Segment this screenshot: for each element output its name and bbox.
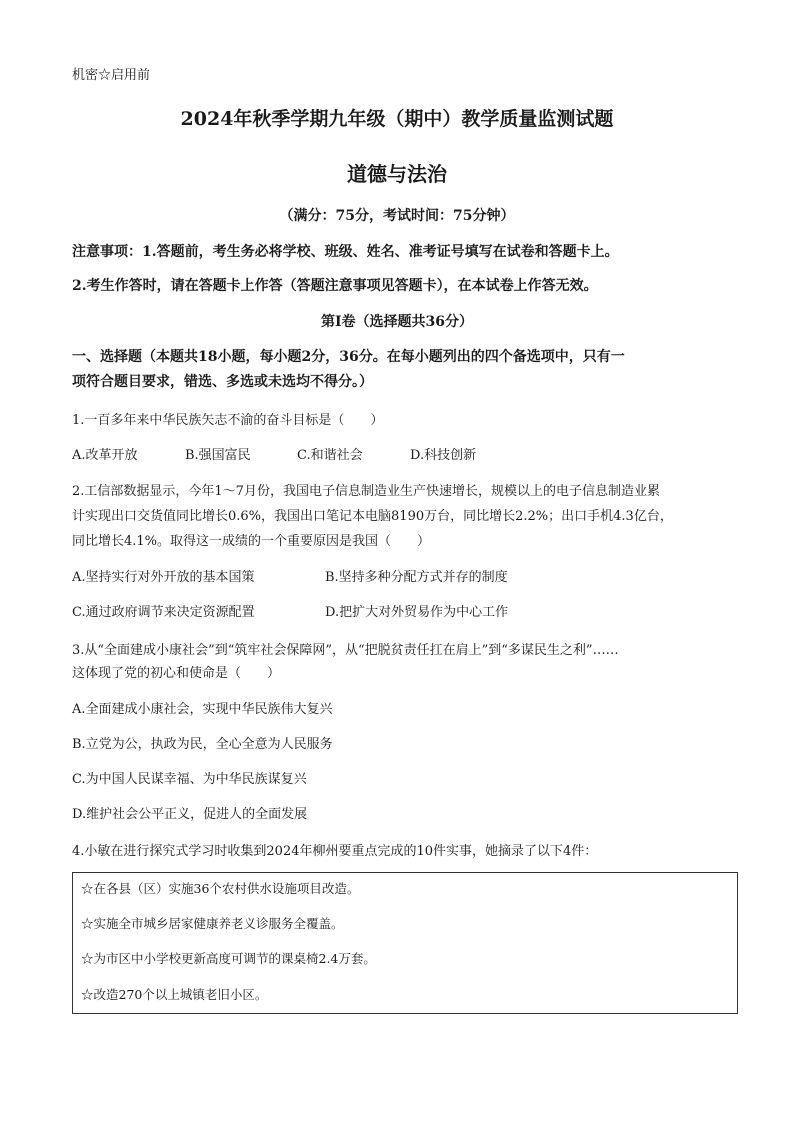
part-1-heading: 第Ⅰ卷（选择题共36分） xyxy=(320,314,474,330)
confidential-label: 机密☆启用前 xyxy=(72,68,151,83)
notes-line-1: 注意事项：1.答题前，考生务必将学校、班级、姓名、准考证号填写在试卷和答题卡上。 xyxy=(72,244,619,260)
material-item-2: ☆实施全市城乡居家健康养老义诊服务全覆盖。 xyxy=(81,916,344,931)
question-3-option-d: D.维护社会公平正义，促进人的全面发展 xyxy=(72,807,308,822)
question-3-option-a: A.全面建成小康社会，实现中华民族伟大复兴 xyxy=(72,702,333,717)
question-2-option-d: D.把扩大对外贸易作为中心工作 xyxy=(325,605,509,620)
question-2-option-b: B.坚持多种分配方式并存的制度 xyxy=(325,570,508,585)
score-time-info: （满分：75分，考试时间：75分钟） xyxy=(279,208,515,224)
section-instructions-line-2: 项符合题目要求，错选、多选或未选均不得分。） xyxy=(72,374,373,390)
question-3-line-1: 3.从“全面建成小康社会”到“筑牢社会保障网”，从“把脱贫责任扛在肩上”到“多谋民生之利”…… xyxy=(72,643,619,658)
notes-line-2: 2.考生作答时，请在答题卡上作答（答题注意事项见答题卡），在本试卷上作答无效。 xyxy=(72,278,598,294)
subject-title: 道德与法治 xyxy=(347,162,447,186)
question-2-option-c: C.通过政府调节来决定资源配置 xyxy=(72,605,255,620)
question-4-materials-box xyxy=(72,872,738,1014)
question-1-option-c: C.和谐社会 xyxy=(297,448,363,463)
question-1-stem: 1.一百多年来中华民族矢志不渝的奋斗目标是（ ） xyxy=(72,413,384,428)
question-3-line-2: 这体现了党的初心和使命是（ ） xyxy=(72,666,281,681)
question-2-line-1: 2.工信部数据显示，今年1～7月份，我国电子信息制造业生产快速增长，规模以上的电子信息制造业累 xyxy=(72,484,660,499)
exam-title: 2024年秋季学期九年级（期中）教学质量监测试题 xyxy=(180,108,614,130)
question-3-option-b: B.立党为公，执政为民，全心全意为人民服务 xyxy=(72,737,333,752)
question-4-stem: 4.小敏在进行探究式学习时收集到2024年柳州要重点完成的10件实事，她摘录了以下4件： xyxy=(72,844,598,859)
question-1-option-b: B.强国富民 xyxy=(185,448,251,463)
question-2-line-2: 计实现出口交货值同比增长0.6%，我国出口笔记本电脑8190万台，同比增长2.2%；出口手机4.3亿台， xyxy=(72,509,673,524)
question-3-option-c: C.为中国人民谋幸福、为中华民族谋复兴 xyxy=(72,772,307,787)
question-1-option-a: A.改革开放 xyxy=(72,448,138,463)
question-1-option-d: D.科技创新 xyxy=(410,448,477,463)
material-item-3: ☆为市区中小学校更新高度可调节的课桌椅2.4万套。 xyxy=(81,951,376,966)
question-2-option-a: A.坚持实行对外开放的基本国策 xyxy=(72,570,255,585)
material-item-1: ☆在各县（区）实施36个农村供水设施项目改造。 xyxy=(81,881,360,896)
question-2-line-3: 同比增长4.1%。取得这一成绩的一个重要原因是我国（ ） xyxy=(72,534,431,549)
section-instructions-line-1: 一、选择题（本题共18小题，每小题2分，36分。在每小题列出的四个备选项中，只有一 xyxy=(72,349,625,365)
material-item-4: ☆改造270个以上城镇老旧小区。 xyxy=(81,987,268,1002)
